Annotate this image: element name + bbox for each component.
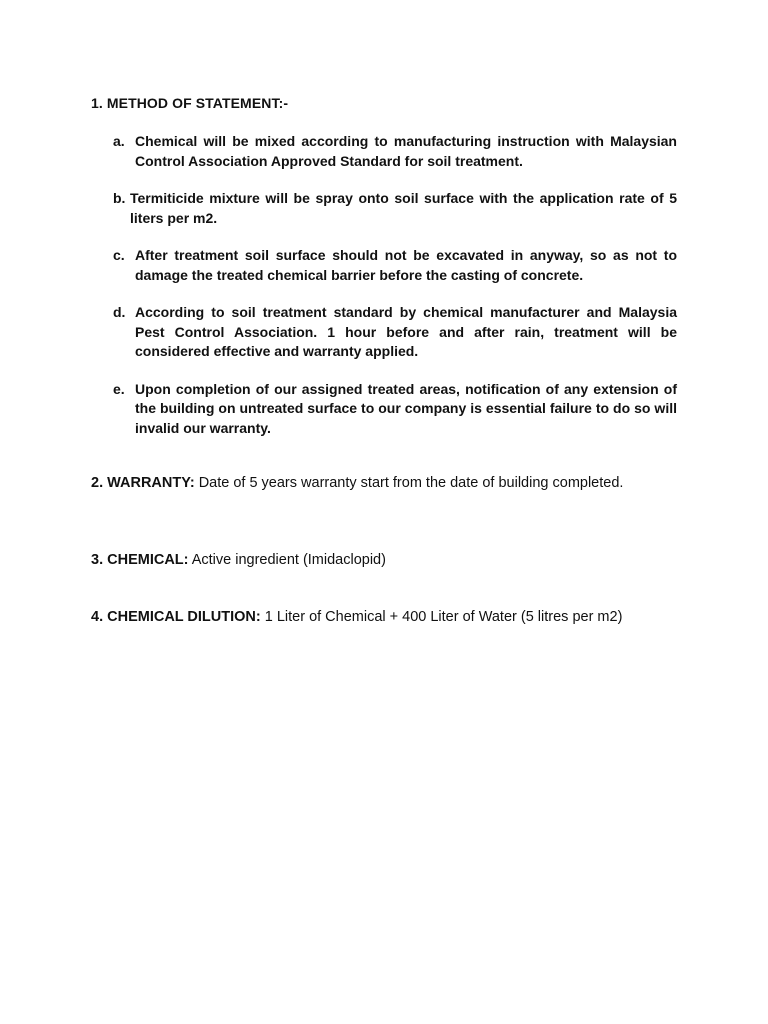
method-item-letter: b. (113, 190, 126, 206)
method-item-text: Upon completion of our assigned treated areas, notification of any extension of the building on untreated surface to our company is essential failure to do so will invalid our warranty. (135, 380, 677, 436)
chemical-dilution-label: 4. CHEMICAL DILUTION: (91, 609, 261, 625)
method-item-text: Chemical will be mixed according to manufacturing instruction with Malaysian Control Association Approved Standard for soil treatment. (135, 133, 677, 169)
method-item-d (113, 303, 677, 362)
method-item-text: According to soil treatment standard by chemical manufacturer and Malaysia Pest Control Association. 1 hour before and after rain, treatment will be considered effective and warranty applied. (135, 304, 677, 359)
warranty-label: 2. WARRANTY: (91, 475, 195, 491)
method-item-letter: d. (113, 304, 126, 320)
method-item-b (113, 189, 677, 228)
chemical-text: Active ingredient (Imidaclopid) (191, 552, 386, 568)
method-item-a (113, 132, 677, 171)
method-item-text: Termiticide mixture will be spray onto soil surface with the application rate of 5 liters per m2. (130, 190, 677, 226)
chemical-paragraph (91, 551, 677, 571)
method-item-e (113, 380, 677, 439)
chemical-label: 3. CHEMICAL: (91, 552, 189, 568)
method-item-letter: a. (113, 133, 125, 149)
method-item-c (113, 246, 677, 285)
warranty-text: Date of 5 years warranty start from the date of building completed. (198, 475, 624, 491)
warranty-paragraph (91, 474, 677, 494)
method-item-letter: e. (113, 380, 125, 397)
method-item-letter: c. (113, 247, 125, 263)
chemical-dilution-text: 1 Liter of Chemical + 400 Liter of Water (5 litres per m2) (264, 609, 623, 625)
chemical-dilution-paragraph (91, 608, 677, 628)
method-of-statement-heading: 1. METHOD OF STATEMENT:- (91, 95, 289, 111)
method-of-statement-list (113, 132, 677, 456)
method-item-text: After treatment soil surface should not be excavated in anyway, so as not to damage the treated chemical barrier before the casting of concrete. (135, 247, 677, 283)
